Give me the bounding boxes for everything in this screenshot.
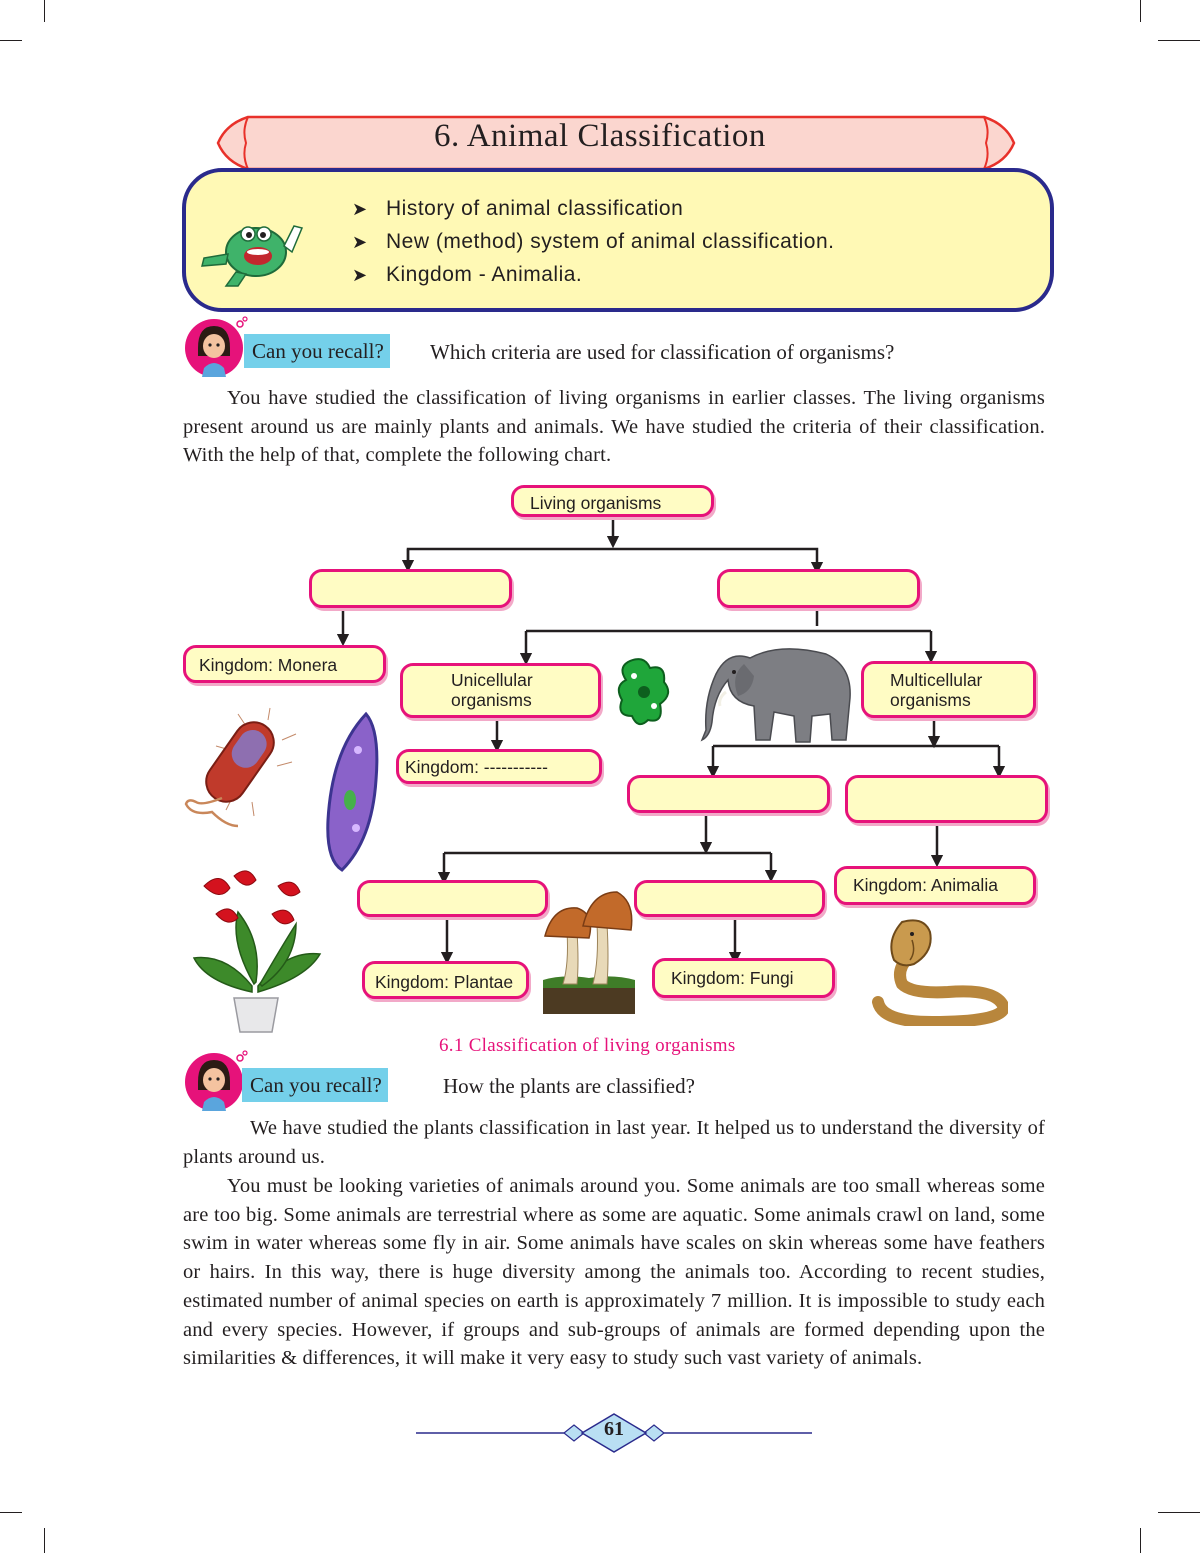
recall-label: Can you recall?	[244, 334, 390, 368]
page-number: 61	[604, 1418, 624, 1440]
intro-paragraph: You have studied the classification of living organisms in earlier classes. The living organisms present around us are mainly plants and animals. We have studied the criteria of their classification. With the help of that, complete the following chart.	[183, 387, 1045, 467]
girl-avatar-icon	[182, 316, 250, 378]
body-paragraph: You must be looking varieties of animals around you. Some animals are too small whereas some are too big. Some animals are terrestrial where as some are aquatic. Some animals crawl on land, some swim in water whereas some fly in air. Some animals have scales on skin whereas some have feathers or hairs. In this way, there is huge diversity among the animals too. According to recent studies, estimated number of animal species on earth is approximately 7 million. It is impossible to study each and every species. However, if groups and sub-groups of animals are formed depending upon the similarities & differences, it will make it very easy to study such vast variety of animals.	[183, 1175, 1045, 1370]
mushroom-icon	[543, 884, 635, 1014]
topic-item: ➤ History of animal classification	[352, 192, 834, 225]
node-living-organisms: Living organisms	[511, 485, 714, 517]
crop-mark	[1158, 40, 1200, 41]
crop-mark	[1158, 1512, 1200, 1513]
chapter-title: 6. Animal Classification	[434, 118, 766, 154]
girl-avatar-icon	[182, 1050, 250, 1112]
crop-mark	[44, 0, 45, 22]
elephant-icon	[700, 636, 858, 748]
crop-mark	[44, 1528, 45, 1553]
anthurium-plant-icon	[186, 862, 326, 1034]
arrow-bullet-icon: ➤	[352, 265, 368, 285]
bacterium-icon	[182, 706, 312, 832]
cartoon-mascot-icon	[196, 206, 308, 288]
topics-list	[352, 192, 834, 291]
node-kingdom-monera: Kingdom: Monera	[183, 645, 386, 683]
node-kingdom-fungi: Kingdom: Fungi	[652, 958, 835, 998]
node-blank-mid-left[interactable]	[627, 775, 830, 813]
arrow-bullet-icon: ➤	[352, 199, 368, 219]
topic-item: ➤ Kingdom - Animalia.	[352, 258, 834, 291]
figure-caption: 6.1 Classification of living organisms	[439, 1035, 736, 1056]
node-multicellular: Multicellular organisms	[861, 661, 1036, 718]
crop-mark	[0, 40, 22, 41]
crop-mark	[0, 1512, 22, 1513]
node-blank-low-left[interactable]	[357, 880, 548, 917]
node-kingdom-blank[interactable]: Kingdom: -----------	[396, 749, 602, 784]
node-blank-right[interactable]	[717, 569, 920, 608]
recall-question: Which criteria are used for classification of organisms?	[430, 340, 895, 364]
node-kingdom-animalia: Kingdom: Animalia	[834, 866, 1036, 905]
amoeba-icon	[614, 654, 674, 730]
node-unicellular: Unicellular organisms	[400, 663, 601, 718]
paramecium-icon	[322, 710, 382, 874]
node-blank-left[interactable]	[309, 569, 512, 608]
topic-item: ➤ New (method) system of animal classification.	[352, 225, 834, 258]
crop-mark	[1140, 0, 1141, 22]
body-paragraph: We have studied the plants classification in last year. It helped us to understand the diversity of plants around us.	[183, 1117, 1045, 1168]
crop-mark	[1140, 1528, 1141, 1553]
node-blank-mid-right[interactable]	[845, 775, 1048, 823]
recall-label: Can you recall?	[242, 1068, 388, 1102]
cobra-icon	[872, 918, 1008, 1026]
recall-question: How the plants are classified?	[443, 1074, 695, 1098]
node-blank-low-right[interactable]	[634, 880, 825, 917]
node-kingdom-plantae: Kingdom: Plantae	[362, 961, 529, 999]
arrow-bullet-icon: ➤	[352, 232, 368, 252]
